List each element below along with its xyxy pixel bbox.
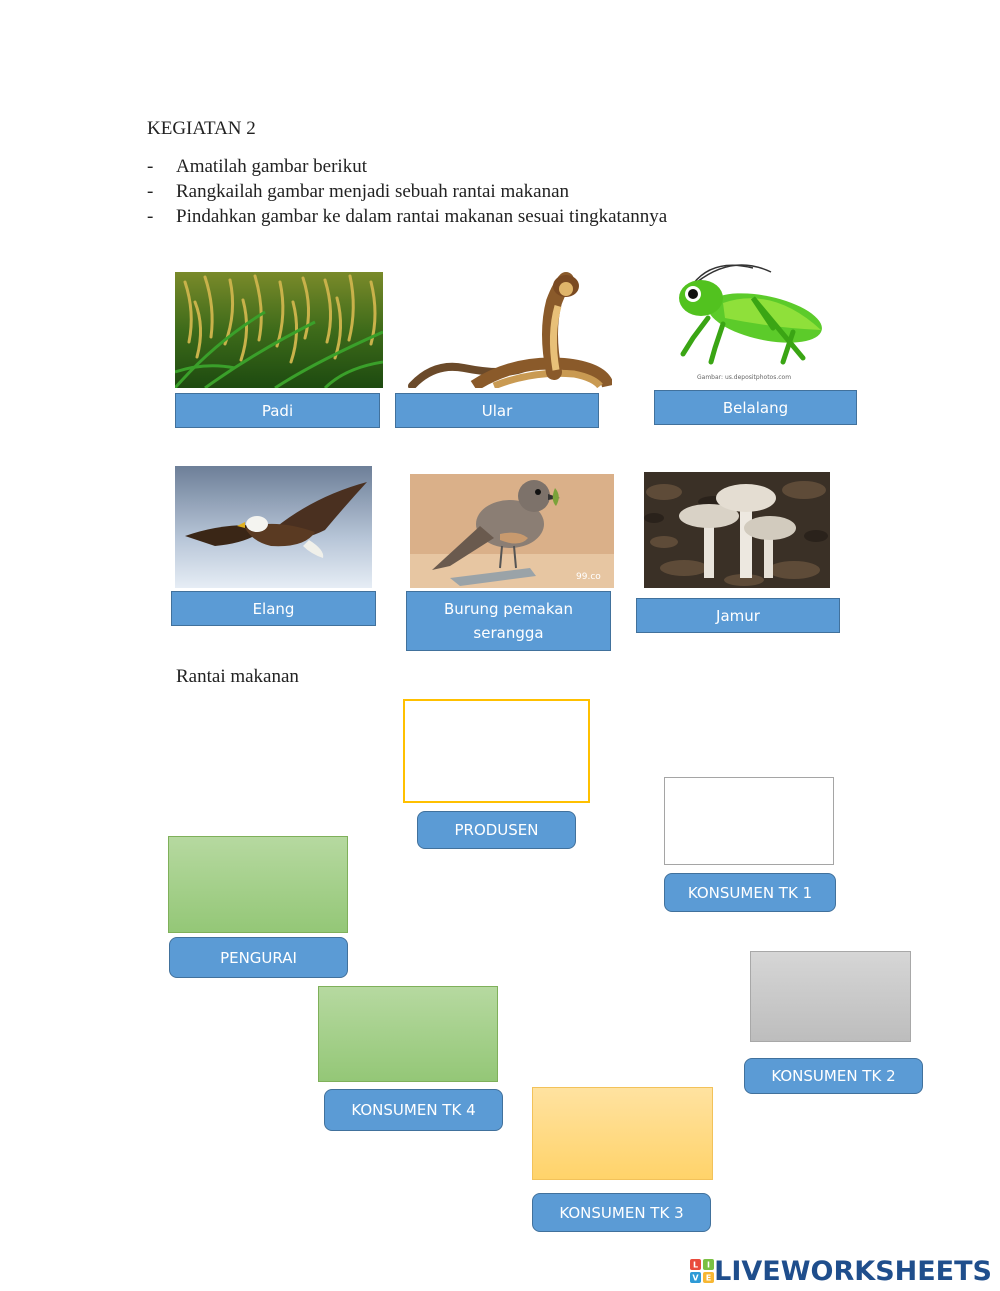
svg-text:I: I: [707, 1260, 711, 1270]
svg-text:L: L: [693, 1260, 699, 1270]
instruction-item-3: [147, 206, 667, 228]
instruction-text: Pindahkan gambar ke dalam rantai makanan sesuai tingkatannya: [176, 206, 668, 227]
liveworksheets-logo: [690, 1254, 992, 1288]
snake-image[interactable]: [404, 272, 612, 388]
produsen-drop-zone[interactable]: [403, 699, 590, 803]
instruction-text: Amatilah gambar berikut: [176, 156, 367, 177]
konsumen-tk1-label: KONSUMEN TK 1: [664, 873, 836, 912]
food-chain-title: Rantai makanan: [176, 666, 299, 687]
eagle-image[interactable]: [175, 466, 372, 588]
svg-text:E: E: [705, 1273, 712, 1283]
produsen-label: PRODUSEN: [417, 811, 576, 849]
mushroom-image[interactable]: [644, 472, 830, 588]
pengurai-drop-zone[interactable]: [168, 836, 348, 933]
rice-plant-image[interactable]: [175, 272, 383, 388]
konsumen-tk3-label: KONSUMEN TK 3: [532, 1193, 711, 1232]
jamur-label[interactable]: Jamur: [636, 598, 840, 633]
insect-eating-bird-image[interactable]: [410, 474, 614, 588]
brand-name: LIVEWORKSHEETS: [714, 1255, 992, 1287]
belalang-label[interactable]: Belalang: [654, 390, 857, 425]
konsumen-tk1-drop-zone[interactable]: [664, 777, 834, 865]
bullet: -: [147, 206, 154, 227]
burung-label[interactable]: Burung pemakan serangga: [406, 591, 611, 651]
konsumen-tk4-drop-zone[interactable]: [318, 986, 498, 1082]
instruction-item-1: [147, 156, 367, 178]
image-credit: Gambar: us.depositphotos.com: [697, 374, 792, 381]
instruction-text: Rangkailah gambar menjadi sebuah rantai makanan: [176, 181, 570, 202]
bullet: -: [147, 181, 154, 202]
konsumen-tk4-label: KONSUMEN TK 4: [324, 1089, 503, 1131]
instruction-item-2: [147, 181, 569, 203]
bullet: -: [147, 156, 154, 177]
svg-text:V: V: [692, 1273, 699, 1283]
padi-label[interactable]: Padi: [175, 393, 380, 428]
pengurai-label: PENGURAI: [169, 937, 348, 978]
ular-label[interactable]: Ular: [395, 393, 599, 428]
konsumen-tk2-drop-zone[interactable]: [750, 951, 911, 1042]
konsumen-tk2-label: KONSUMEN TK 2: [744, 1058, 923, 1094]
liveworksheets-logo-icon: [690, 1259, 714, 1283]
konsumen-tk3-drop-zone[interactable]: [532, 1087, 713, 1180]
image-watermark: 99.co: [576, 572, 601, 582]
grasshopper-image[interactable]: [653, 258, 833, 384]
activity-heading: KEGIATAN 2: [147, 118, 256, 139]
elang-label[interactable]: Elang: [171, 591, 376, 626]
